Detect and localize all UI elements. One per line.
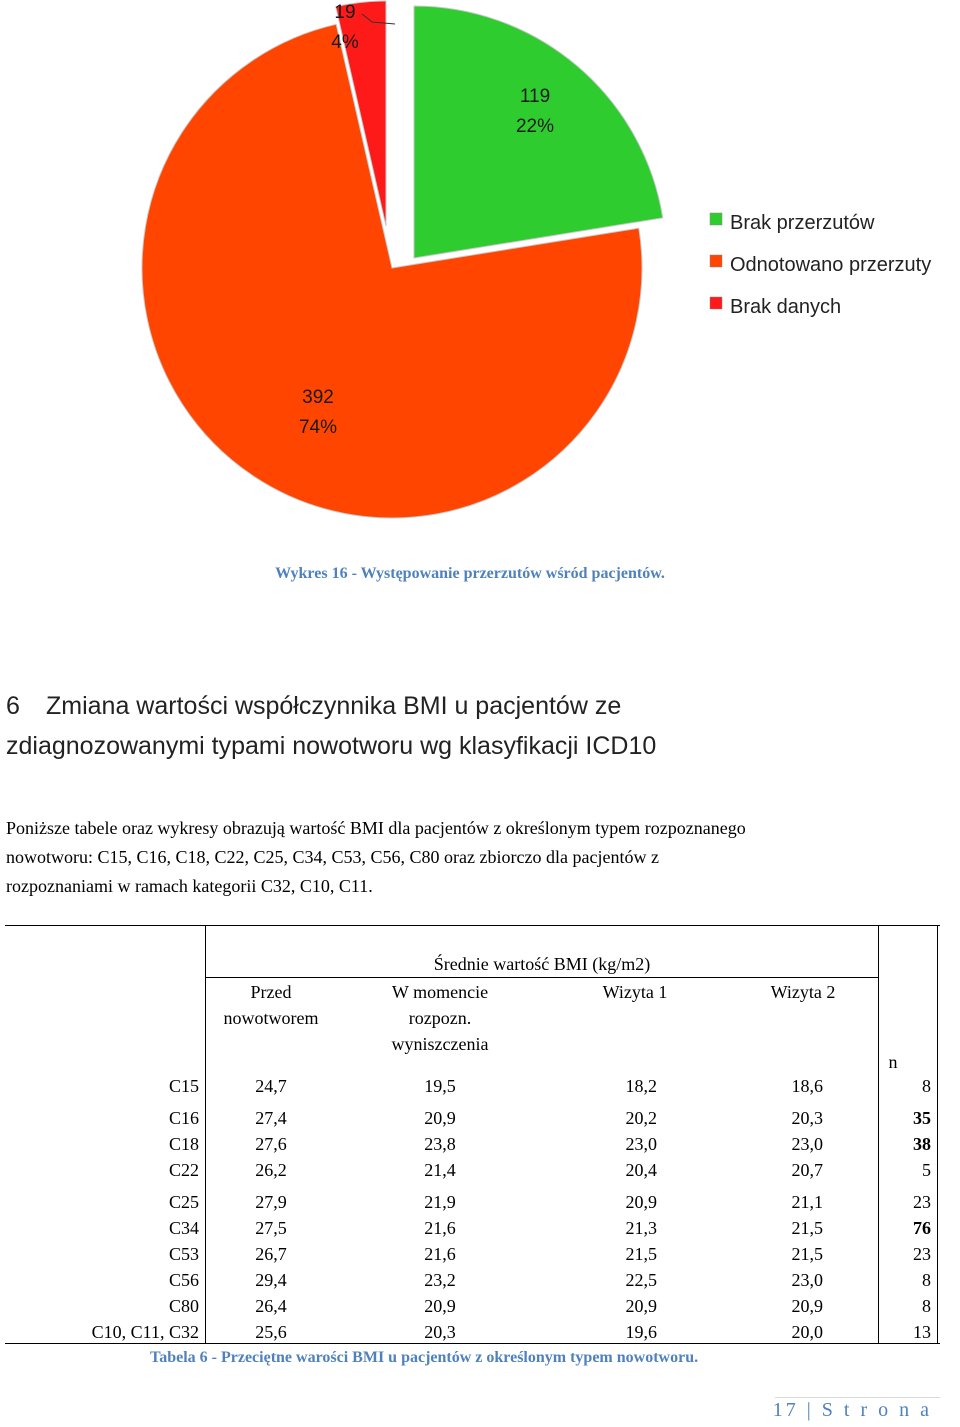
cell-diag: 21,9 (424, 1192, 456, 1212)
intro-line: nowotworu: C15, C16, C18, C22, C25, C34, C53, C56, C80 oraz zbiorczo dla pacjentów z (6, 847, 659, 867)
cell-v2: 23,0 (791, 1270, 823, 1290)
cell-diag: 20,3 (424, 1322, 456, 1342)
cell-code: C80 (168, 1296, 199, 1316)
cell-n: 8 (922, 1296, 931, 1316)
cell-code: C25 (168, 1192, 199, 1212)
table-caption: Tabela 6 - Przeciętne warości BMI u pacjentów z określonym typem nowotworu. (150, 1349, 699, 1366)
cell-n: 13 (913, 1322, 931, 1342)
table-divider-right (878, 925, 879, 1344)
table-top-border (5, 925, 940, 926)
col-header-diagnosis-line2: rozpozn. (408, 1008, 472, 1028)
cell-diag: 21,6 (424, 1218, 456, 1238)
slice-value-label: 19 (334, 2, 356, 23)
cell-v2: 20,3 (791, 1108, 823, 1128)
cell-diag: 20,9 (424, 1108, 456, 1128)
footer-divider (775, 1397, 940, 1398)
cell-v2: 21,5 (791, 1218, 823, 1238)
cell-code: C18 (168, 1134, 199, 1154)
cell-v1: 23,0 (625, 1134, 657, 1154)
intro-paragraph (6, 814, 936, 901)
slice-value-label: 392 (302, 387, 334, 408)
cell-n: 8 (922, 1076, 931, 1096)
group-header-underline (206, 977, 878, 978)
cell-v1: 20,2 (625, 1108, 657, 1128)
cell-diag: 23,2 (424, 1270, 456, 1290)
legend-label: Brak danych (730, 296, 842, 318)
cell-n: 76 (913, 1218, 931, 1238)
cell-diag: 20,9 (424, 1296, 456, 1316)
legend-label: Odnotowano przerzuty (730, 254, 932, 276)
legend-swatch (710, 297, 722, 309)
slice-percent-label: 4% (331, 32, 359, 53)
cell-diag: 23,8 (424, 1134, 456, 1154)
cell-n: 35 (913, 1108, 931, 1128)
cell-before: 24,7 (255, 1076, 287, 1096)
col-header-visit1: Wizyta 1 (602, 982, 668, 1002)
cell-n: 38 (913, 1134, 931, 1154)
slice-percent-label: 22% (515, 116, 555, 137)
cell-diag: 21,4 (424, 1160, 456, 1180)
cell-v2: 20,9 (791, 1296, 823, 1316)
cell-v2: 20,7 (791, 1160, 823, 1180)
cell-v1: 20,4 (625, 1160, 657, 1180)
cell-before: 27,9 (255, 1192, 287, 1212)
cell-v2: 21,1 (791, 1192, 823, 1212)
cell-before: 26,2 (255, 1160, 287, 1180)
bmi-table (5, 925, 940, 1345)
table-divider-outer (937, 925, 938, 1344)
cell-n: 5 (922, 1160, 931, 1180)
cell-v1: 20,9 (625, 1296, 657, 1316)
section-title-line1: Zmiana wartości współczynnika BMI u pacjentów ze (46, 692, 622, 720)
cell-n: 8 (922, 1270, 931, 1290)
cell-before: 27,4 (255, 1108, 287, 1128)
cell-code: C56 (168, 1270, 199, 1290)
cell-code: C34 (168, 1218, 199, 1238)
section-title-line2: zdiagnozowanymi typami nowotworu wg klasyfikacji ICD10 (6, 732, 657, 760)
slice-percent-label: 74% (298, 417, 338, 438)
cell-code: C15 (168, 1076, 199, 1096)
cell-before: 27,5 (255, 1218, 287, 1238)
cell-v1: 21,3 (625, 1218, 657, 1238)
page-number: 17 (772, 1399, 799, 1421)
intro-line: Poniższe tabele oraz wykresy obrazują wartość BMI dla pacjentów z określonym typem rozpoznanego (6, 818, 746, 838)
pie-chart (0, 0, 960, 560)
legend-swatch (710, 213, 722, 225)
col-header-diagnosis (370, 979, 510, 1057)
slice-value-label: 119 (519, 86, 551, 107)
col-header-before-line1: Przed (250, 982, 292, 1002)
cell-diag: 19,5 (424, 1076, 456, 1096)
chart-caption: Wykres 16 - Występowanie przerzutów wśród pacjentów. (275, 565, 665, 582)
cell-v2: 23,0 (791, 1134, 823, 1154)
cell-v2: 18,6 (791, 1076, 823, 1096)
cell-code: C22 (168, 1160, 199, 1180)
col-header-diagnosis-line3: wyniszczenia (391, 1034, 489, 1054)
legend-label: Brak przerzutów (730, 212, 875, 234)
page-footer (773, 1399, 932, 1422)
footer-separator: | (806, 1399, 814, 1421)
cell-code: C10, C11, C32 (91, 1322, 199, 1342)
section-heading (6, 686, 946, 766)
cell-before: 26,4 (255, 1296, 287, 1316)
page-label: S t r o n a (821, 1399, 932, 1421)
cell-v2: 21,5 (791, 1244, 823, 1264)
cell-n: 23 (913, 1192, 931, 1212)
cell-v1: 22,5 (625, 1270, 657, 1290)
cell-v1: 20,9 (625, 1192, 657, 1212)
cell-before: 29,4 (255, 1270, 287, 1290)
col-header-before (206, 979, 336, 1031)
cell-diag: 21,6 (424, 1244, 456, 1264)
intro-line: rozpoznaniami w ramach kategorii C32, C10, C11. (6, 876, 373, 896)
cell-n: 23 (913, 1244, 931, 1264)
cell-before: 26,7 (255, 1244, 287, 1264)
cell-v1: 19,6 (625, 1322, 657, 1342)
cell-v1: 18,2 (625, 1076, 657, 1096)
section-number: 6 (6, 692, 20, 720)
col-header-visit2: Wizyta 2 (770, 982, 836, 1002)
cell-v1: 21,5 (625, 1244, 657, 1264)
cell-code: C53 (168, 1244, 199, 1264)
col-header-before-line2: nowotworem (223, 1008, 319, 1028)
cell-before: 25,6 (255, 1322, 287, 1342)
cell-v2: 20,0 (791, 1322, 823, 1342)
cell-before: 27,6 (255, 1134, 287, 1154)
legend-swatch (710, 255, 722, 267)
col-header-diagnosis-line1: W momencie (391, 982, 489, 1002)
col-header-n: n (888, 1052, 898, 1072)
group-header: Średnie wartość BMI (kg/m2) (433, 954, 651, 974)
cell-code: C16 (168, 1108, 199, 1128)
